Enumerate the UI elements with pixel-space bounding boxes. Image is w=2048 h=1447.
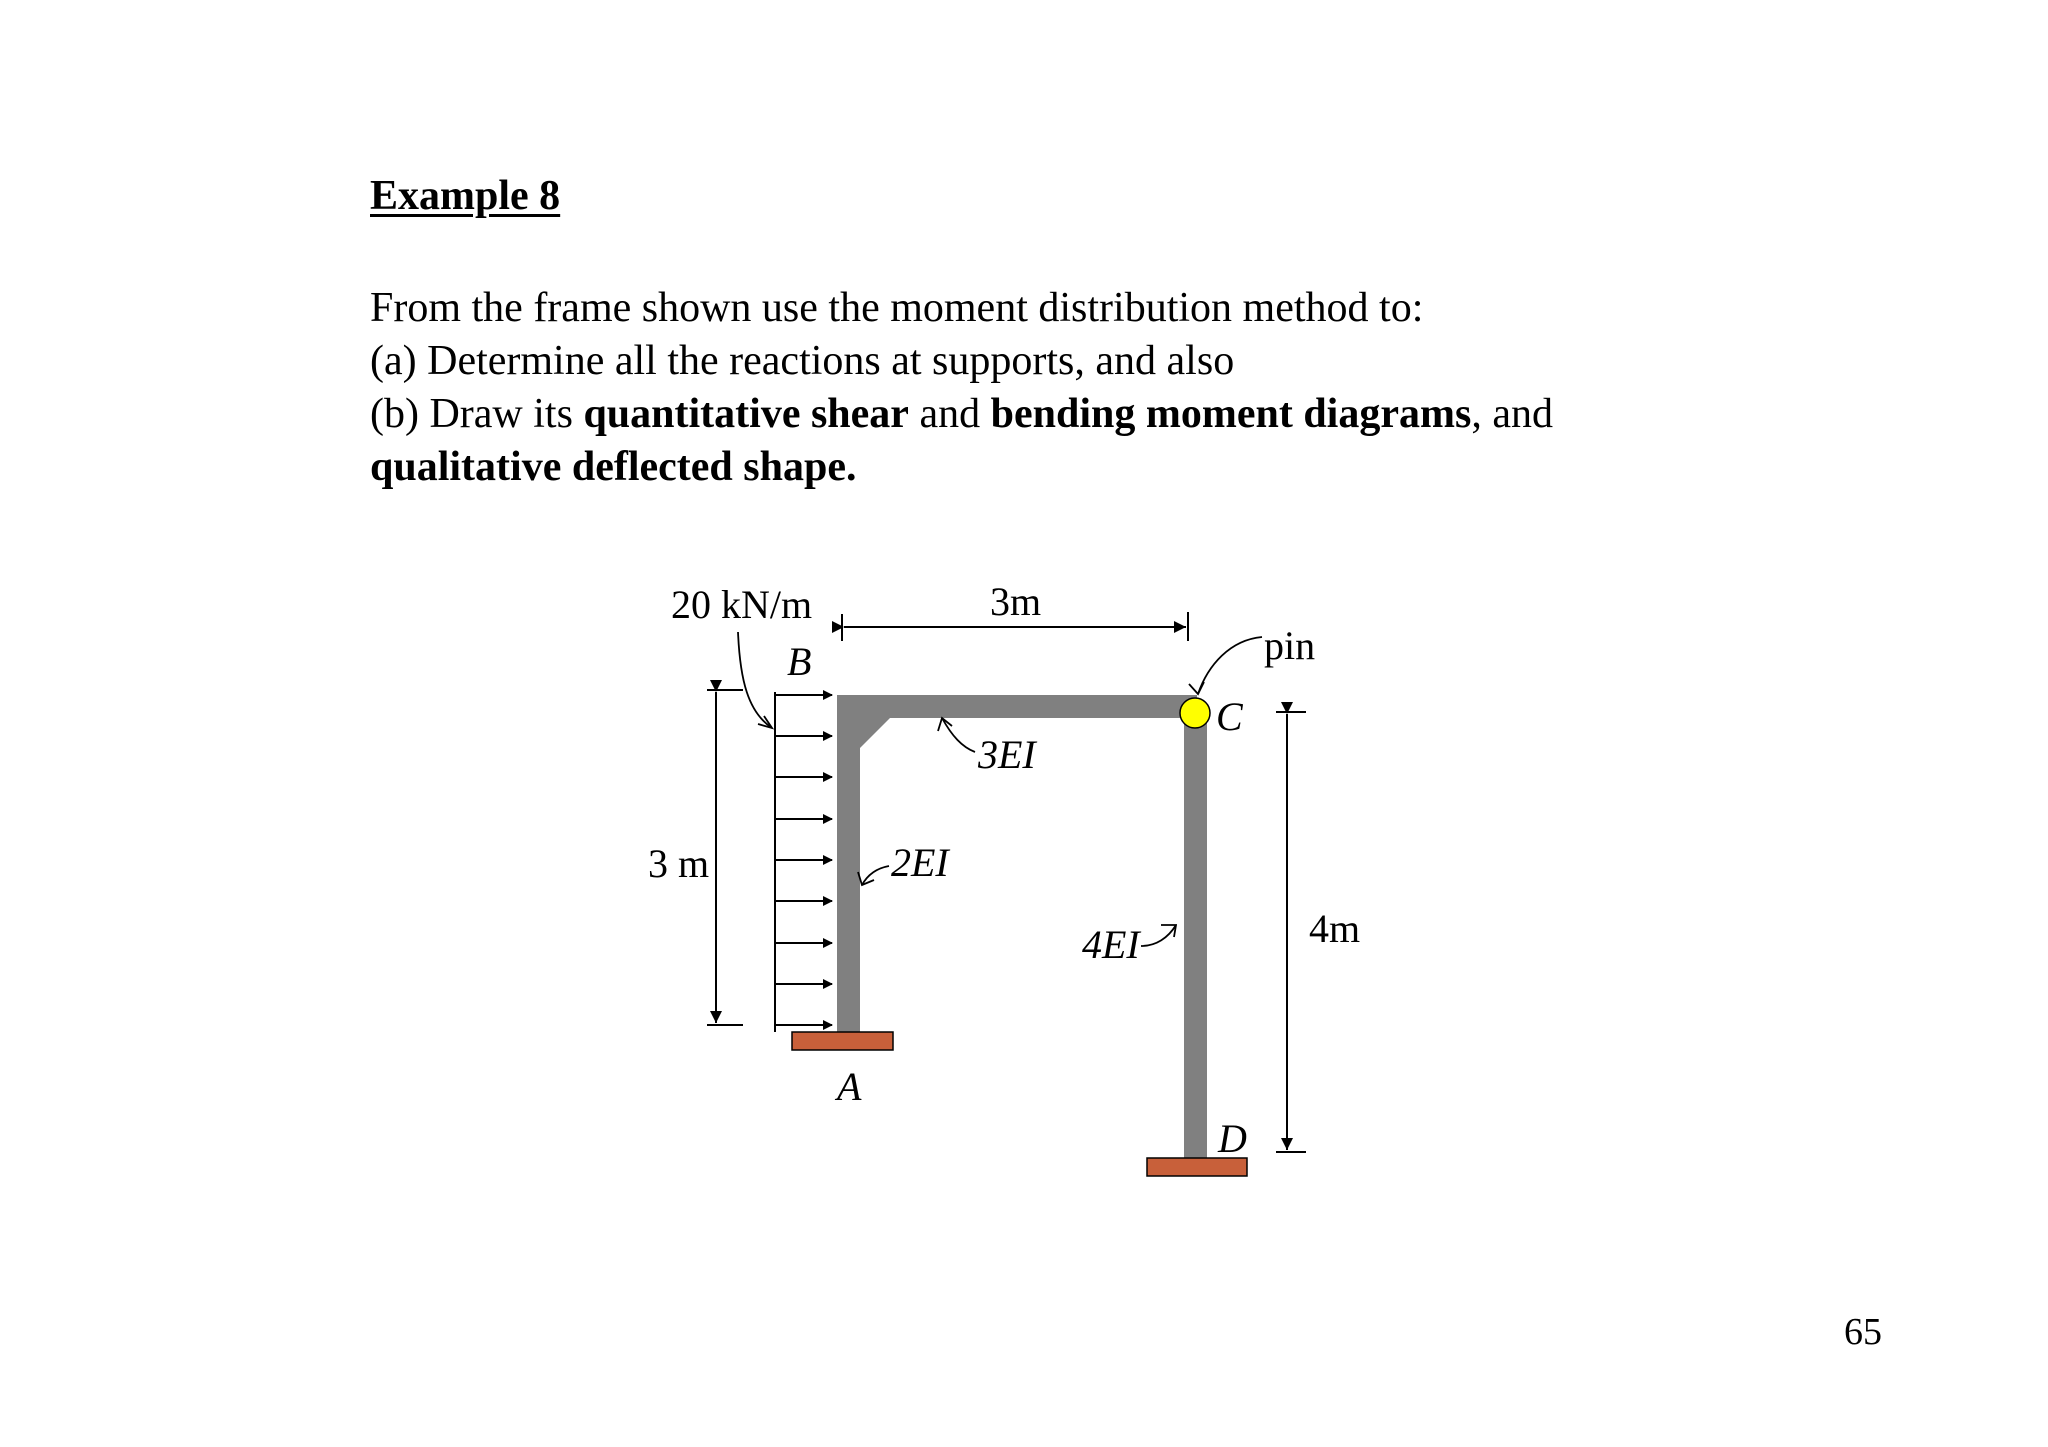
load-leader (738, 632, 772, 728)
distributed-load (775, 692, 832, 1032)
problem-intro: From the frame shown use the moment distribution method to: (370, 285, 1424, 331)
part-b-mid: and (908, 391, 991, 437)
column-cd (1184, 718, 1207, 1160)
left-column-stiffness-label: 2EI (891, 840, 949, 885)
part-b-bold-moment: bending moment diagrams (990, 391, 1472, 437)
right-column-stiffness-leader (1141, 925, 1176, 946)
span-label: 3m (990, 579, 1042, 624)
left-column-stiffness-leader (862, 866, 889, 885)
right-column-stiffness-label: 4EI (1082, 922, 1140, 967)
column-ab (837, 695, 860, 1032)
beam-bc (837, 695, 1197, 718)
pin-label: pin (1264, 623, 1316, 668)
node-a-label: A (837, 1064, 862, 1109)
beam-stiffness-label: 3EI (978, 732, 1036, 777)
load-label: 20 kN/m (671, 582, 813, 627)
problem-part-a: (a) Determine all the reactions at supports, and also (370, 338, 1235, 384)
page-number: 65 (1844, 1311, 1882, 1353)
node-b-label: B (787, 639, 812, 684)
node-c-label: C (1216, 694, 1243, 739)
pin-c-icon (1180, 698, 1210, 728)
right-height-label: 4m (1309, 906, 1361, 951)
right-height-dimension (1276, 712, 1306, 1152)
part-b-prefix: (b) Draw its (370, 391, 584, 437)
fixed-support-a (792, 1032, 893, 1050)
problem-part-b-line2: qualitative deflected shape. (370, 444, 857, 490)
part-b-suffix: , and (1471, 391, 1553, 437)
part-b-bold-shear: quantitative shear (583, 391, 909, 437)
pin-leader (1198, 637, 1262, 694)
example-title: Example 8 (370, 173, 561, 219)
node-d-label: D (1218, 1116, 1247, 1161)
left-height-label: 3 m (648, 841, 710, 886)
corner-haunch-b (860, 718, 890, 748)
left-height-dimension (707, 690, 743, 1025)
leader-lines (738, 632, 1262, 946)
